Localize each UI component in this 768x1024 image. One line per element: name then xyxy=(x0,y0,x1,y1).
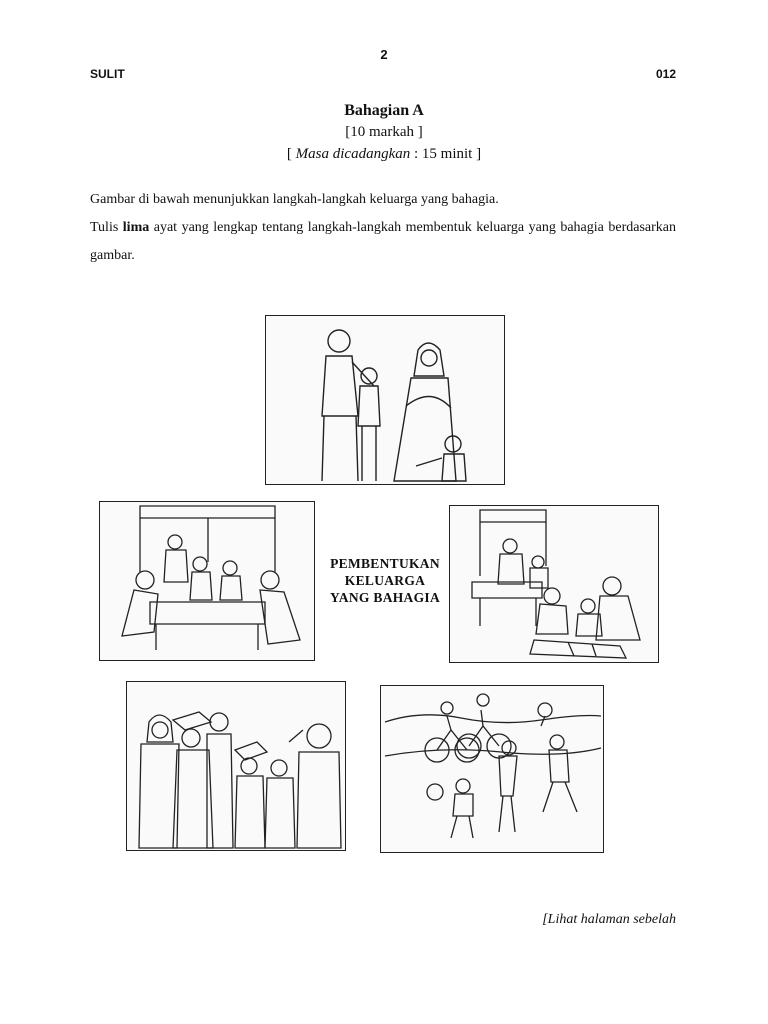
turn-over-note: [Lihat halaman sebelah xyxy=(542,912,676,927)
family-recreation-drawing xyxy=(381,686,603,852)
instructions xyxy=(90,186,676,270)
family-meal-drawing xyxy=(100,502,314,660)
time-rest: : 15 minit ] xyxy=(410,146,482,162)
instruction-line-1: Gambar di bawah menunjukkan langkah-langkah keluarga yang bahagia. xyxy=(90,192,499,207)
panel-family-embrace xyxy=(265,315,505,485)
time-open: [ xyxy=(286,146,296,162)
family-illustration xyxy=(92,305,676,895)
centre-caption xyxy=(310,555,460,606)
family-study-drawing xyxy=(450,506,658,662)
marks-line: [10 markah ] xyxy=(345,124,423,140)
panel-family-meal xyxy=(99,501,315,661)
suggested-time-line xyxy=(0,146,768,163)
paper-code: 012 xyxy=(655,67,676,81)
family-embrace-drawing xyxy=(266,316,504,484)
section-title: Bahagian A xyxy=(344,102,424,119)
caption-line-2: KELUARGA xyxy=(344,573,426,588)
page-number: 2 xyxy=(380,47,388,62)
instruction-pre: Tulis xyxy=(90,220,123,235)
panel-family-recreation xyxy=(380,685,604,853)
sulit-label: SULIT xyxy=(90,67,125,81)
caption-line-3: YANG BAHAGIA xyxy=(330,590,440,605)
panel-family-study xyxy=(449,505,659,663)
instruction-line-2 xyxy=(90,214,676,270)
time-label: Masa dicadangkan xyxy=(295,146,411,162)
family-celebration-drawing xyxy=(127,682,345,850)
instruction-post: ayat yang lengkap tentang langkah-langkah membentuk keluarga yang bahagia berdasarkan gambar. xyxy=(90,220,676,263)
panel-family-celebration xyxy=(126,681,346,851)
instruction-bold-word: lima xyxy=(122,220,150,235)
caption-line-1: PEMBENTUKAN xyxy=(330,556,440,571)
